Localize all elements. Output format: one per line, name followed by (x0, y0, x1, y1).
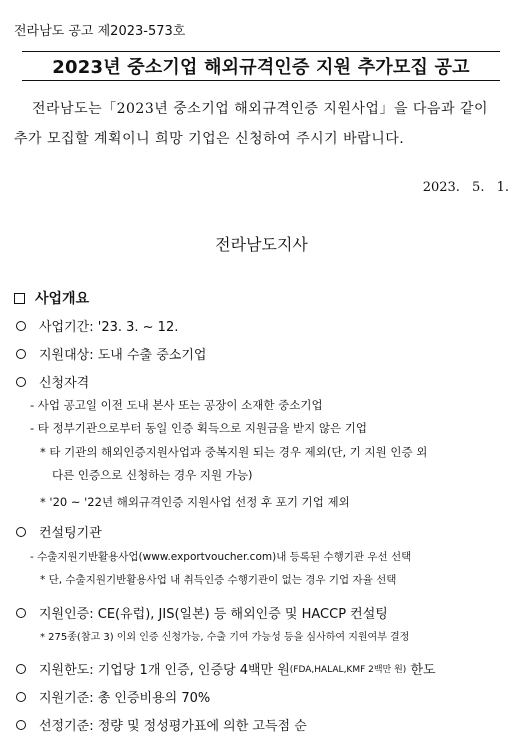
period-text: 사업기간: '23. 3. ~ 12. (39, 320, 179, 335)
standard-text: 지원기준: 총 인증비용의 70% (39, 691, 211, 706)
consulting-label: 컨설팅기관 (39, 526, 102, 541)
period-item (16, 316, 178, 335)
intro-line-1: 전라남도는「2023년 중소기업 해외규격인증 지원사업」을 다음과 같이 (32, 101, 489, 117)
selection-item (16, 715, 307, 734)
eligibility-sub-item: - 타 정부기관으로부터 동일 인증 획득으로 지원금을 받지 않은 기업 (30, 421, 367, 435)
circle-bullet-icon (16, 720, 26, 730)
certification-note: * 275종(참고 3) 이외 인증 신청가능, 수출 기여 가능성 등을 심사하여 지원여부 결정 (40, 632, 410, 643)
intro-line-2: 추가 모집할 계획이니 희망 기업은 신청하여 주시기 바랍니다. (14, 131, 405, 147)
eligibility-label: 신청자격 (39, 376, 90, 391)
circle-bullet-icon (16, 377, 26, 387)
eligibility-sub-item: - 사업 공고일 이전 도내 본사 또는 공장이 소재한 중소기업 (30, 398, 323, 412)
consulting-item (16, 522, 102, 541)
circle-bullet-icon (16, 321, 26, 331)
selection-text: 선정기준: 정량 및 정성평가표에 의한 고득점 순 (39, 719, 307, 734)
announcement-date: 2023. 5. 1. (422, 180, 509, 195)
notice-number: 전라남도 공고 제2023-573호 (14, 24, 186, 39)
consulting-sub-item: - 수출지원기반활용사업(www.exportvoucher.com)내 등록된 수행기관 우선 선택 (30, 551, 412, 563)
limit-parenthetical: (FDA,HALAL,KMF 2백만 원) (289, 665, 407, 675)
circle-bullet-icon (16, 608, 26, 618)
circle-bullet-icon (16, 664, 26, 674)
issuer-name: 전라남도지사 (215, 235, 308, 254)
limit-item (16, 659, 436, 678)
consulting-note: * 단, 수출지원기반활용사업 내 취득인증 수행기관이 없는 경우 기업 자율 선택 (40, 574, 397, 586)
circle-bullet-icon (16, 349, 26, 359)
circle-bullet-icon (16, 692, 26, 702)
document-title: 2023년 중소기업 해외규격인증 지원 추가모집 공고 (22, 51, 500, 81)
target-text: 지원대상: 도내 수출 중소기업 (39, 348, 207, 363)
certification-text: 지원인증: CE(유럽), JIS(일본) 등 해외인증 및 HACCP 컨설팅 (39, 607, 388, 622)
eligibility-item (16, 372, 89, 391)
section-heading (14, 288, 89, 308)
limit-suffix: 한도 (406, 663, 436, 678)
limit-text: 지원한도: 기업당 1개 인증, 인증당 4백만 원 (39, 663, 290, 678)
certification-item (16, 603, 388, 622)
eligibility-note-2: * '20 ~ '22년 해외규격인증 지원사업 선정 후 포기 기업 제외 (40, 495, 350, 509)
circle-bullet-icon (16, 527, 26, 537)
standard-item (16, 687, 210, 706)
square-bullet-icon (14, 293, 25, 304)
section-heading-label: 사업개요 (35, 291, 90, 307)
target-item (16, 344, 206, 363)
eligibility-note-1-line-1: * 타 기관의 해외인증지원사업과 중복지원 되는 경우 제외(단, 기 지원 인증 외 (40, 445, 428, 459)
eligibility-note-1-line-2: 다른 인증으로 신청하는 경우 지원 가능) (52, 468, 253, 482)
